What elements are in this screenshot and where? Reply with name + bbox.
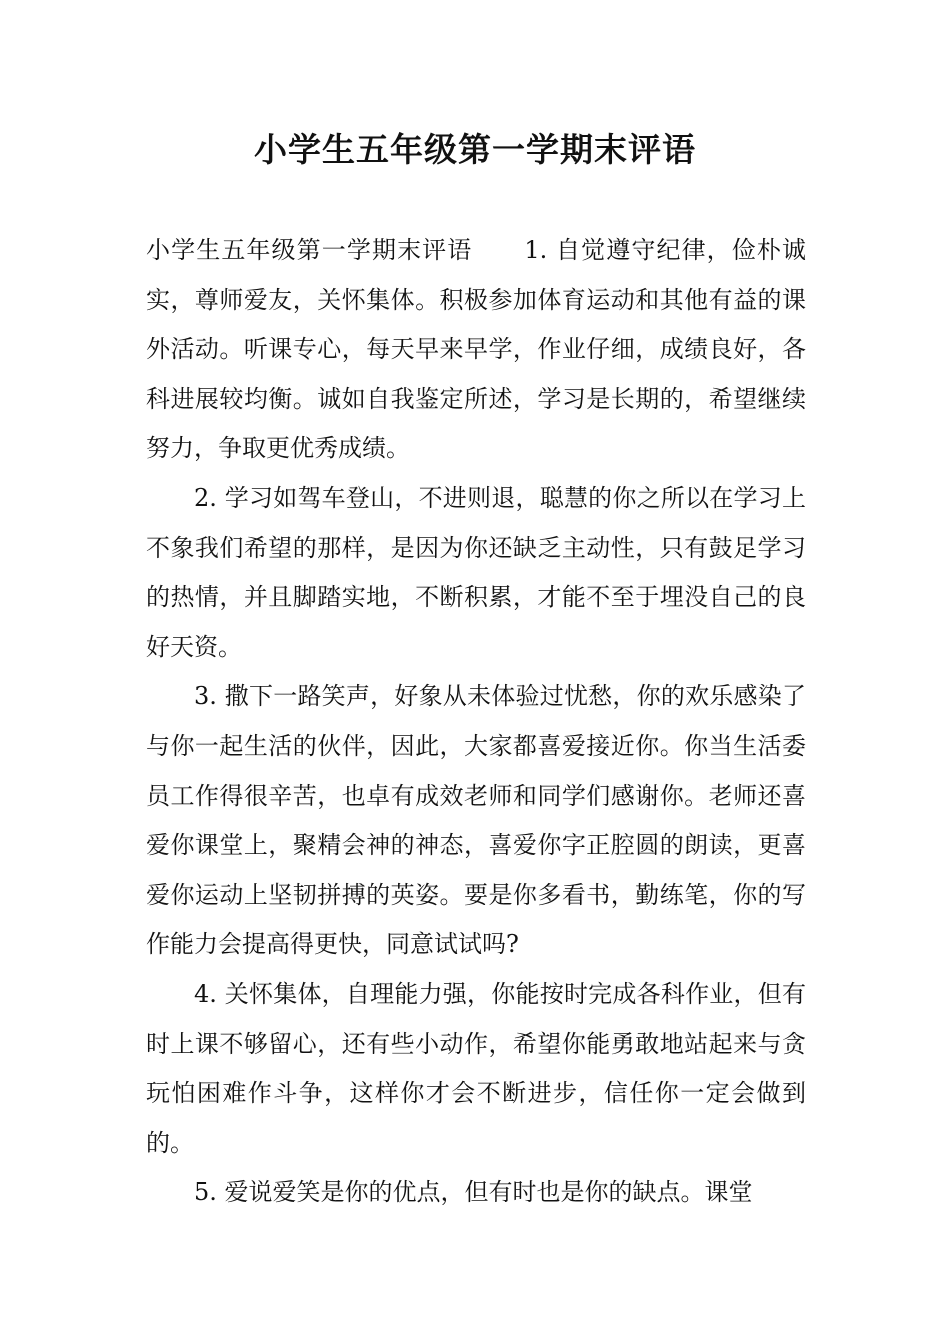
paragraph-1	[146, 226, 806, 474]
document-body	[146, 226, 806, 1218]
paragraph-5: 5. 爱说爱笑是你的优点，但有时也是你的缺点。课堂	[194, 1178, 753, 1207]
paragraph-1-text: 1. 自觉遵守纪律，俭朴诚实，尊师爱友，关怀集体。积极参加体育运动和其他有益的课外活动。听课专心，每天早来早学，作业仔细，成绩良好，各科进展较均衡。诚如自我鉴定所述，学习是长期的，希望继续努力，争取更优秀成绩。	[146, 236, 807, 463]
paragraph-3: 3. 撒下一路笑声，好象从未体验过忧愁，你的欢乐感染了与你一起生活的伙伴，因此，大家都喜爱接近你。你当生活委员工作得很辛苦，也卓有成效老师和同学们感谢你。老师还喜爱你课堂上，聚精会神的神态，喜爱你字正腔圆的朗读，更喜爱你运动上坚韧拼搏的英姿。要是你多看书，勤练笔，你的写作能力会提高得更快，同意试试吗?	[146, 682, 806, 959]
paragraph-4: 4. 关怀集体，自理能力强，你能按时完成各科作业，但有时上课不够留心，还有些小动作，希望你能勇敢地站起来与贪玩怕困难作斗争，这样你才会不断进步，信任你一定会做到的。	[146, 979, 806, 1157]
lead-title: 小学生五年级第一学期末评语	[146, 236, 473, 264]
document-title: 小学生五年级第一学期末评语	[254, 130, 696, 169]
paragraph-2: 2. 学习如驾车登山，不进则退，聪慧的你之所以在学习上不象我们希望的那样，是因为你还缺乏主动性，只有鼓足学习的热情，并且脚踏实地，不断积累，才能不至于埋没自己的良好天资。	[146, 483, 806, 661]
